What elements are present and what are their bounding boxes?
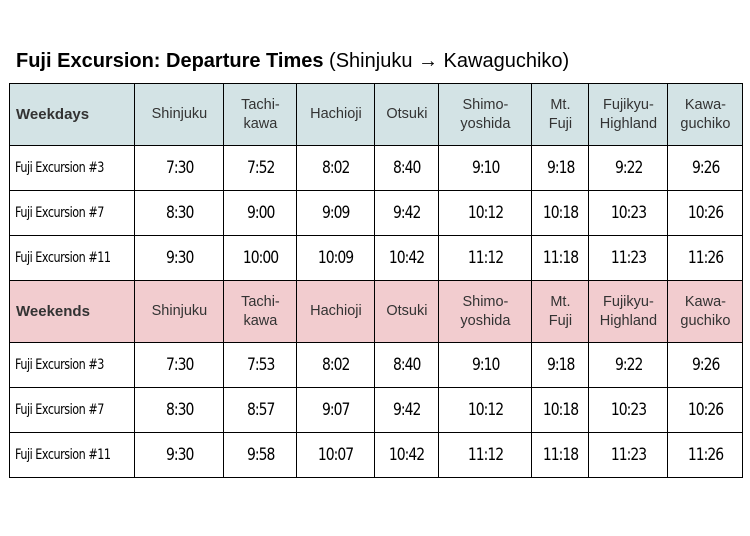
departure-time-text: 7:52 (246, 158, 275, 178)
departure-time (439, 388, 532, 433)
departure-time-text: 10:12 (467, 400, 504, 420)
departure-time-text: 9:07 (322, 400, 350, 420)
train-name-text: Fuji Excursion #7 (15, 402, 104, 418)
departure-time-text: 9:30 (165, 248, 194, 268)
departure-time-text: 10:42 (389, 248, 425, 268)
departure-time (224, 343, 297, 388)
departure-time-text: 8:02 (322, 355, 350, 375)
departure-time-text: 9:30 (165, 445, 194, 465)
departure-time-text: 10:18 (542, 203, 579, 223)
station-name-line: Kawa- (684, 96, 726, 113)
departure-time-text: 9:22 (614, 355, 643, 375)
weekdays-label: Weekdays (10, 84, 135, 146)
train-name-text: Fuji Excursion #11 (15, 250, 111, 266)
station-name-line: yoshida (460, 115, 511, 132)
departure-time (297, 343, 375, 388)
departure-time (224, 236, 297, 281)
station-header (589, 84, 668, 146)
departure-time-text: 11:23 (610, 248, 647, 268)
departure-time (668, 388, 743, 433)
departure-time (668, 146, 743, 191)
train-name-text: Fuji Excursion #3 (15, 357, 104, 373)
departure-time-text: 8:30 (165, 203, 194, 223)
station-name-line: Shinjuku (151, 106, 208, 122)
departure-time (589, 236, 668, 281)
station-header (224, 281, 297, 343)
departure-time-text: 9:26 (691, 158, 720, 178)
departure-time (297, 433, 375, 478)
departure-time (375, 146, 439, 191)
station-header (589, 281, 668, 343)
departure-time-text: 10:42 (389, 445, 425, 465)
station-header (375, 281, 439, 343)
departure-time-text: 11:26 (687, 248, 724, 268)
departure-time-text: 11:23 (610, 445, 647, 465)
timetable (9, 83, 743, 478)
weekdays-header-row (10, 84, 743, 146)
departure-time (589, 146, 668, 191)
station-name-line: guchiko (680, 312, 731, 329)
page-title (16, 49, 569, 73)
station-header (135, 281, 224, 343)
departure-time-text: 8:40 (393, 158, 421, 178)
departure-time (532, 388, 589, 433)
station-name-line: yoshida (460, 312, 511, 329)
departure-time (224, 433, 297, 478)
departure-time (375, 191, 439, 236)
train-name-text: Fuji Excursion #3 (15, 160, 104, 176)
table-row (10, 191, 743, 236)
departure-time (589, 388, 668, 433)
departure-time (297, 191, 375, 236)
station-name-line: Hachioji (310, 106, 362, 122)
station-header (224, 84, 297, 146)
table-row (10, 146, 743, 191)
departure-time (668, 433, 743, 478)
station-header (532, 84, 589, 146)
departure-time (532, 343, 589, 388)
departure-time (297, 388, 375, 433)
timetable-body (10, 84, 743, 478)
station-header (375, 84, 439, 146)
page-title-route: (Shinjuku → Kawaguchiko) (323, 50, 570, 72)
departure-time-text: 10:26 (687, 203, 724, 223)
departure-time-text: 8:57 (246, 400, 275, 420)
station-name-line: Otsuki (386, 106, 428, 122)
departure-time (589, 191, 668, 236)
weekends-label: Weekends (10, 281, 135, 343)
station-name-line: Shimo- (462, 293, 509, 310)
departure-time-text: 7:30 (165, 355, 194, 375)
station-name-line: Fujikyu- (603, 96, 654, 113)
departure-time-text: 9:00 (246, 203, 275, 223)
table-row (10, 236, 743, 281)
station-name-line: Mt. (550, 293, 571, 310)
station-name-line: Fujikyu- (603, 293, 654, 310)
departure-time (668, 236, 743, 281)
departure-time (135, 146, 224, 191)
train-name (10, 433, 135, 478)
departure-time-text: 9:09 (322, 203, 350, 223)
departure-time-text: 7:53 (246, 355, 275, 375)
departure-time-text: 8:40 (393, 355, 421, 375)
departure-time-text: 8:02 (322, 158, 350, 178)
station-name-line: Tachi- (241, 293, 280, 310)
station-name-line: Mt. (550, 96, 571, 113)
departure-time (532, 191, 589, 236)
station-name-line: Fuji (548, 115, 573, 132)
departure-time (135, 236, 224, 281)
departure-time-text: 10:26 (687, 400, 724, 420)
departure-time (439, 236, 532, 281)
departure-time (532, 146, 589, 191)
table-row (10, 433, 743, 478)
station-header (668, 281, 743, 343)
departure-time-text: 9:26 (691, 355, 720, 375)
departure-time (135, 388, 224, 433)
departure-time-text: 10:09 (318, 248, 354, 268)
station-header (439, 281, 532, 343)
departure-time-text: 9:58 (246, 445, 275, 465)
departure-time-text: 7:30 (165, 158, 194, 178)
departure-time (375, 236, 439, 281)
departure-time-text: 10:23 (610, 203, 647, 223)
departure-time (375, 388, 439, 433)
departure-time-text: 10:12 (467, 203, 504, 223)
station-header (297, 84, 375, 146)
weekends-header-row (10, 281, 743, 343)
table-row (10, 343, 743, 388)
departure-time (135, 433, 224, 478)
departure-time (375, 343, 439, 388)
departure-time-text: 9:18 (546, 355, 575, 375)
train-name-text: Fuji Excursion #11 (15, 447, 111, 463)
departure-time (224, 146, 297, 191)
train-name (10, 236, 135, 281)
train-name (10, 146, 135, 191)
departure-time (439, 191, 532, 236)
departure-time-text: 9:10 (471, 355, 500, 375)
departure-time (668, 343, 743, 388)
station-header (297, 281, 375, 343)
departure-time (297, 236, 375, 281)
departure-time-text: 11:26 (687, 445, 724, 465)
departure-time (532, 236, 589, 281)
departure-time-text: 10:07 (318, 445, 354, 465)
departure-time (589, 343, 668, 388)
train-name (10, 343, 135, 388)
departure-time-text: 9:10 (471, 158, 500, 178)
departure-time (668, 191, 743, 236)
departure-time (532, 433, 589, 478)
departure-time-text: 11:12 (467, 248, 504, 268)
train-name-text: Fuji Excursion #7 (15, 205, 104, 221)
departure-time (439, 343, 532, 388)
departure-time (589, 433, 668, 478)
train-name (10, 388, 135, 433)
departure-time (297, 146, 375, 191)
departure-time-text: 11:18 (542, 445, 579, 465)
departure-time (135, 343, 224, 388)
departure-time (439, 433, 532, 478)
station-name-line: Otsuki (386, 303, 428, 319)
departure-time-text: 8:30 (165, 400, 194, 420)
station-header (439, 84, 532, 146)
departure-time-text: 9:42 (393, 400, 421, 420)
train-name (10, 191, 135, 236)
station-name-line: Highland (599, 115, 658, 132)
departure-time-text: 10:00 (242, 248, 279, 268)
departure-time (224, 388, 297, 433)
station-name-line: kawa (243, 312, 278, 329)
station-header (135, 84, 224, 146)
page-title-main: Fuji Excursion: Departure Times (16, 50, 324, 72)
station-name-line: Shinjuku (151, 303, 208, 319)
station-name-line: Fuji (548, 312, 573, 329)
station-name-line: Kawa- (684, 293, 726, 310)
departure-time-text: 11:18 (542, 248, 579, 268)
departure-time (135, 191, 224, 236)
departure-time-text: 9:22 (614, 158, 643, 178)
departure-time (375, 433, 439, 478)
station-name-line: Highland (599, 312, 658, 329)
station-name-line: kawa (243, 115, 278, 132)
departure-time (224, 191, 297, 236)
station-name-line: Tachi- (241, 96, 280, 113)
departure-time (439, 146, 532, 191)
departure-time-text: 10:23 (610, 400, 647, 420)
departure-time-text: 10:18 (542, 400, 579, 420)
departure-time-text: 9:42 (393, 203, 421, 223)
station-header (668, 84, 743, 146)
departure-time-text: 9:18 (546, 158, 575, 178)
station-name-line: guchiko (680, 115, 731, 132)
station-name-line: Shimo- (462, 96, 509, 113)
station-header (532, 281, 589, 343)
table-row (10, 388, 743, 433)
departure-time-text: 11:12 (467, 445, 504, 465)
station-name-line: Hachioji (310, 303, 362, 319)
